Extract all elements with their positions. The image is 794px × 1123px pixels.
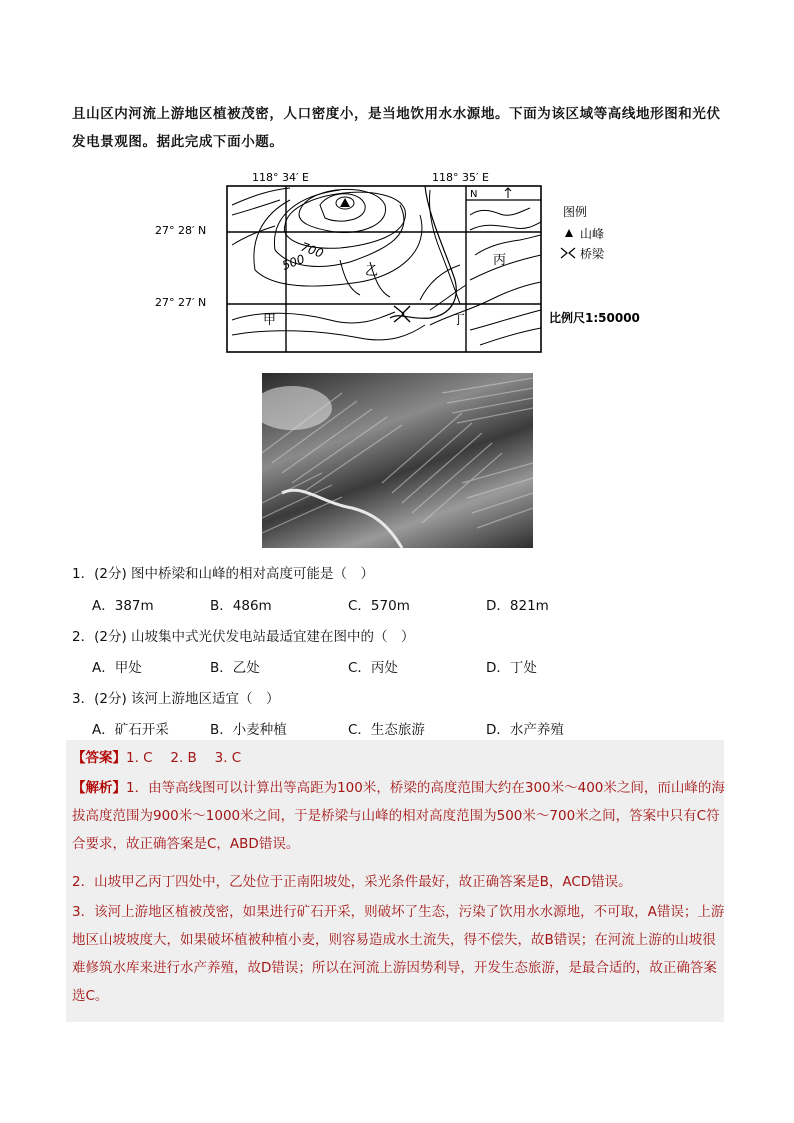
scale-label: 比例尺1:50000 (549, 311, 640, 325)
analysis-para-1 (72, 774, 726, 858)
option: D．821m (486, 598, 549, 614)
pv-landscape-photo (262, 373, 533, 548)
question-2-stem: 2．(2分) 山坡集中式光伏发电站最适宜建在图中的（ ） (72, 629, 415, 645)
question-1-stem: 1．(2分) 图中桥梁和山峰的相对高度可能是（ ） (72, 566, 375, 582)
option: C．丙处 (348, 660, 398, 676)
option: B．乙处 (210, 660, 260, 676)
label-ding: 丁 (452, 313, 466, 328)
analysis-para-3: 3．该河上游地区植被茂密，如果进行矿石开采，则破坏了生态，污染了饮用水水源地，不可取，A错误；上游地区山坡坡度大，如果破坏植被种植小麦，则容易造成水土流失，得不偿失，故B错误；在河流上游的山坡很难修筑水库来进行水产养殖，故D错误；所以在河流上游因势利导，开发生态旅游，是最合适的，故正确答案选C。 (72, 904, 725, 1004)
lon-left-label: 118° 34′ E (252, 171, 309, 184)
option: A．甲处 (92, 660, 142, 676)
option: A．矿石开采 (92, 722, 169, 738)
answer-text: 1. C 2. B 3. C (126, 750, 242, 766)
label-yi: 乙 (365, 264, 379, 279)
contour-700-label: 700 (298, 239, 326, 261)
lon-right-label: 118° 35′ E (432, 171, 489, 184)
legend-bridge-icon (561, 248, 575, 258)
option: C．生态旅游 (348, 722, 425, 738)
legend-bridge-label: 桥梁 (580, 247, 605, 261)
legend-title: 图例 (563, 205, 588, 219)
analysis-tag: 【解析】 (72, 780, 126, 796)
north-label: N (470, 189, 478, 200)
analysis-para-2: 2．山坡甲乙丙丁四处中，乙处位于正南阳坡处，采光条件最好，故正确答案是B，ACD错误。 (72, 874, 632, 890)
question-3-stem: 3．(2分) 该河上游地区适宜（ ） (72, 691, 280, 707)
intro-text: 且山区内河流上游地区植被茂密，人口密度小，是当地饮用水水源地。下面为该区域等高线地形图和光伏发电景观图。据此完成下面小题。 (72, 106, 721, 150)
label-jia: 甲 (263, 313, 277, 328)
contour-500-label: 500 (280, 251, 307, 273)
answer-line (72, 744, 726, 772)
legend-peak-icon (565, 229, 573, 237)
option: B．小麦种植 (210, 722, 287, 738)
label-bing: 丙 (493, 253, 507, 268)
analysis-text-1: 1．由等高线图可以计算出等高距为100米，桥梁的高度范围大约在300米～400米之间，而山峰的海拔高度范围为900米～1000米之间，于是桥梁与山峰的相对高度范围为500米～700米之间，答案中只有C符合要求，故正确答案是C，ABD错误。 (72, 780, 725, 852)
option: C．570m (348, 598, 410, 614)
legend-peak-label: 山峰 (580, 227, 605, 241)
option: D．水产养殖 (486, 722, 564, 738)
option: A．387m (92, 598, 154, 614)
lat-bottom-label: 27° 27′ N (155, 296, 207, 309)
option: D．丁处 (486, 660, 537, 676)
option: B．486m (210, 598, 272, 614)
contour-map (0, 160, 794, 360)
lat-top-label: 27° 28′ N (155, 224, 207, 237)
answer-tag: 【答案】 (72, 750, 126, 766)
